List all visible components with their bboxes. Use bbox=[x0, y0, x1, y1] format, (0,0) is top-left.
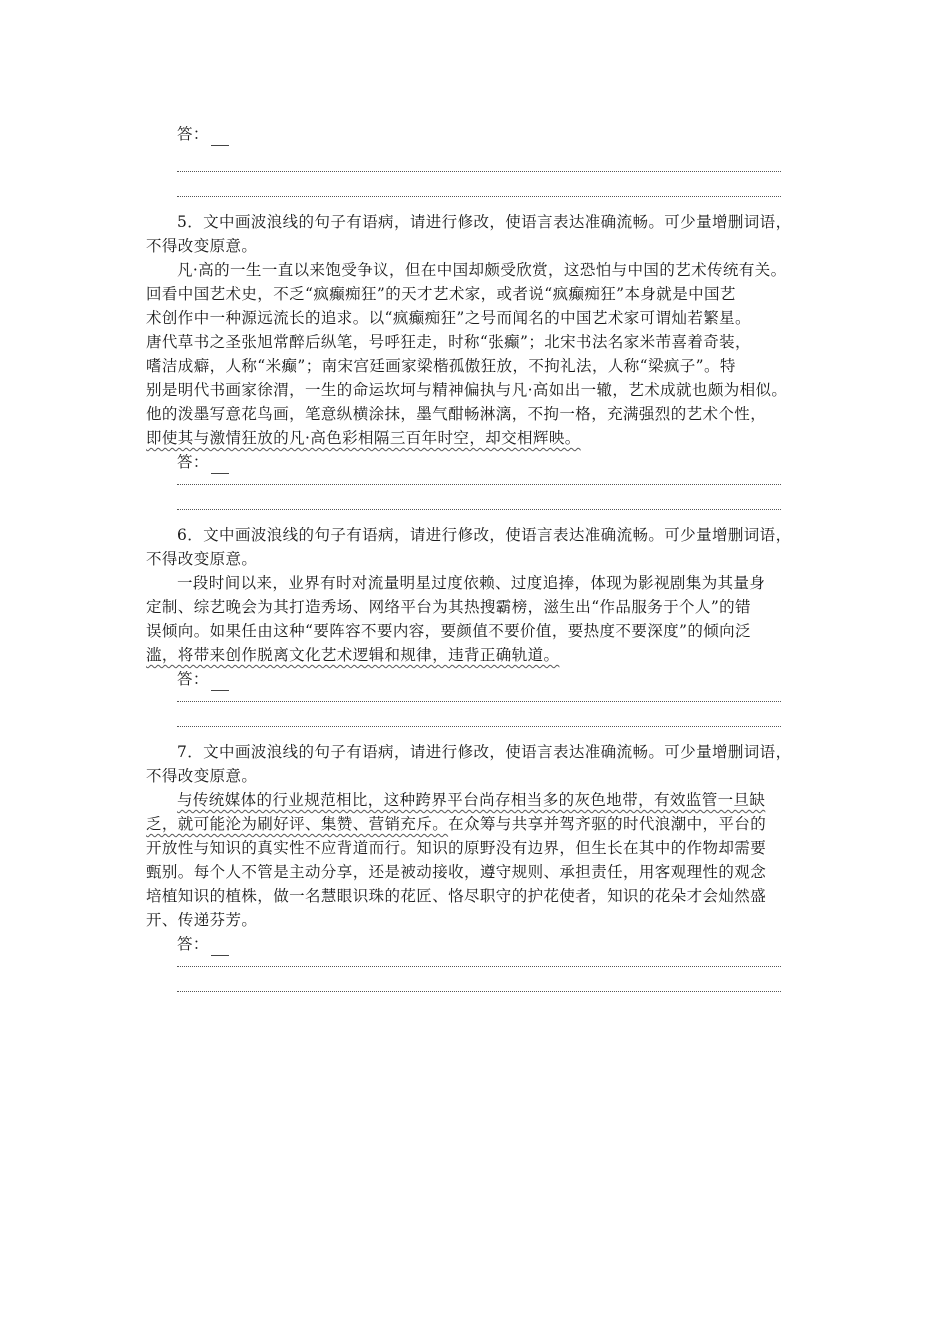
answer-dotted-line[interactable] bbox=[177, 485, 781, 510]
q5-text-line: 别是明代书画家徐渭，一生的命运坎坷与精神偏执与凡·高如出一辙，艺术成就也颇为相似。 bbox=[146, 381, 788, 399]
answer-dotted-line[interactable] bbox=[177, 967, 781, 992]
q5-text-line: 回看中国艺术史，不乏“疯癫痴狂”的天才艺术家，或者说“疯癫痴狂”本身就是中国艺 bbox=[146, 285, 736, 303]
q6-text-line: 定制、综艺晚会为其打造秀场、网络平台为其热搜霸榜，滋生出“作品服务于个人”的错 bbox=[146, 598, 751, 616]
document-page bbox=[146, 122, 816, 992]
answer-dotted-line[interactable] bbox=[177, 956, 781, 967]
answer-dotted-line[interactable] bbox=[177, 150, 781, 172]
q7-prompt-cont: 不得改变原意。 bbox=[146, 767, 258, 785]
q5-prompt: 5．文中画波浪线的句子有语病，请进行修改，使语言表达准确流畅。可少量增删词语， bbox=[177, 213, 792, 231]
q5-text-line: 嗜洁成癖，人称“米癫”；南宋宫廷画家梁楷孤傲狂放，不拘礼法，人称“梁疯子”。特 bbox=[146, 357, 736, 375]
answer-dotted-line[interactable] bbox=[177, 691, 781, 702]
q7-text-line: 乏，就可能沦为刷好评、集赞、营销充斥。在众筹与共享并驾齐驱的时代浪潮中，平台的 bbox=[146, 815, 767, 833]
q7-prompt: 7．文中画波浪线的句子有语病，请进行修改，使语言表达准确流畅。可少量增删词语， bbox=[177, 743, 792, 761]
answer-blank[interactable] bbox=[211, 131, 229, 146]
answer-blank[interactable] bbox=[211, 459, 229, 474]
answer-dotted-line[interactable] bbox=[177, 172, 781, 197]
q7-text-line: 开放性与知识的真实性不应背道而行。知识的原野没有边界，但生长在其中的作物却需要 bbox=[146, 839, 767, 857]
answer-line-5: 答： bbox=[146, 450, 816, 474]
q6-prompt-cont: 不得改变原意。 bbox=[146, 550, 258, 568]
q7-text-line: 培植知识的植株，做一名慧眼识珠的花匠、恪尽职守的护花使者，知识的花朵才会灿然盛 bbox=[146, 887, 767, 905]
q6-text-line: 误倾向。如果任由这种“要阵容不要内容，要颜值不要价值，要热度不要深度”的倾向泛 bbox=[146, 622, 751, 640]
q5-text-line: 术创作中一种源远流长的追求。以“疯癫痴狂”之号而闻名的中国艺术家可谓灿若繁星。 bbox=[146, 309, 751, 327]
q6-prompt: 6．文中画波浪线的句子有语病，请进行修改，使语言表达准确流畅。可少量增删词语， bbox=[177, 526, 792, 544]
answer-blank[interactable] bbox=[211, 941, 229, 956]
answer-line-6: 答： bbox=[146, 667, 816, 691]
q5-prompt-cont: 不得改变原意。 bbox=[146, 237, 258, 255]
q6-text-line: 一段时间以来，业界有时对流量明星过度依赖、过度追捧，体现为影视剧集为其量身 bbox=[177, 574, 766, 592]
q7-wavy-sentence: 与传统媒体的行业规范相比，这种跨界平台尚存相当多的灰色地带，有效监管一旦缺 bbox=[177, 791, 766, 809]
answer-dotted-line[interactable] bbox=[177, 702, 781, 727]
answer-line-7: 答： bbox=[146, 932, 816, 956]
q5-text-line: 凡·高的一生一直以来饱受争议，但在中国却颇受欣赏，这恐怕与中国的艺术传统有关。 bbox=[177, 261, 787, 279]
q5-text-line: 他的泼墨写意花鸟画，笔意纵横涂抹，墨气酣畅淋漓，不拘一格，充满强烈的艺术个性， bbox=[146, 405, 767, 423]
answer-dotted-line[interactable] bbox=[177, 474, 781, 485]
q7-text-line: 开、传递芬芳。 bbox=[146, 911, 258, 929]
answer-line-4: 答： bbox=[146, 122, 816, 146]
q7-text-line: 甄别。每个人不管是主动分享，还是被动接收，遵守规则、承担责任，用客观理性的观念 bbox=[146, 863, 767, 881]
q6-wavy-sentence: 滥，将带来创作脱离文化艺术逻辑和规律，违背正确轨道。 bbox=[146, 646, 560, 664]
answer-blank[interactable] bbox=[211, 676, 229, 691]
q5-wavy-sentence: 即使其与激情狂放的凡·高色彩相隔三百年时空，却交相辉映。 bbox=[146, 429, 581, 447]
q5-text-line: 唐代草书之圣张旭常醉后纵笔，号呼狂走，时称“张癫”；北宋书法名家米芾喜着奇装， bbox=[146, 333, 751, 351]
